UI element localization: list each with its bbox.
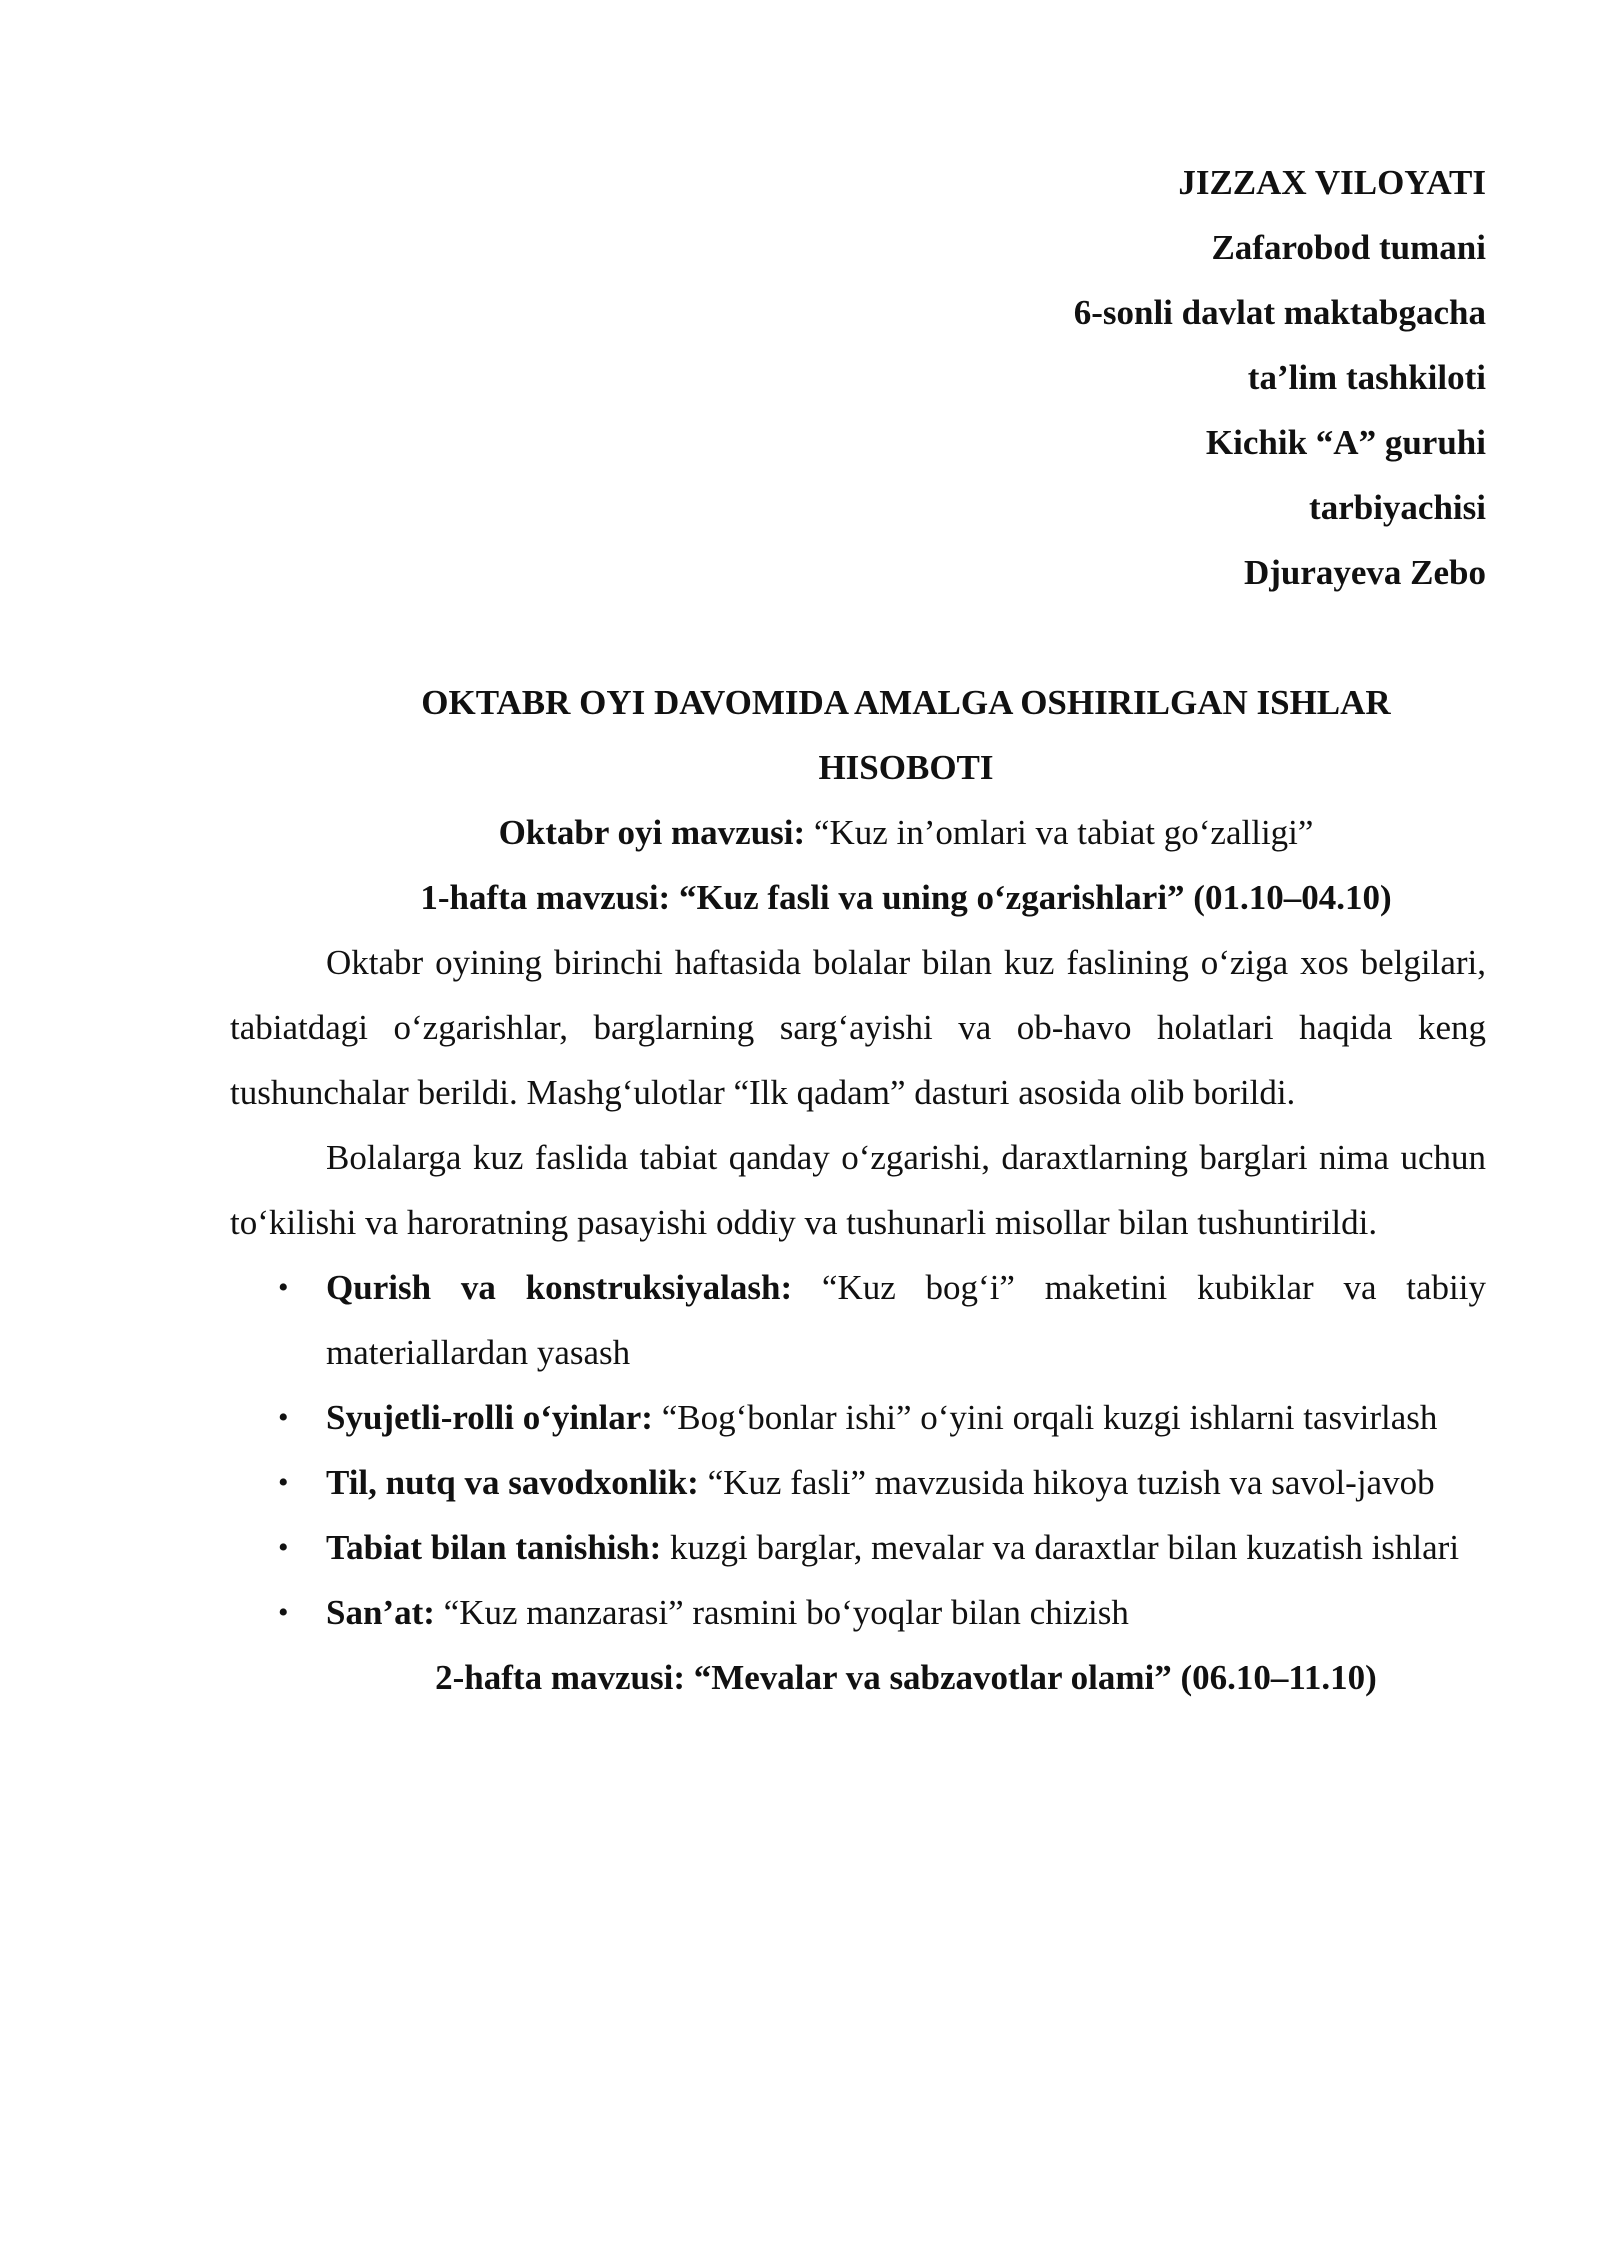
header-position: tarbiyachisi (1309, 488, 1486, 527)
organization-header (230, 150, 1486, 605)
activity-text: “Kuz bog‘i” maketini kubiklar va tabiiy materiallardan yasash (326, 1268, 1486, 1372)
month-theme-value: “Kuz in’omlari va tabiat go‘zalligi” (805, 813, 1314, 852)
activity-language (230, 1450, 1486, 1515)
activity-text: “Bog‘bonlar ishi” o‘yini orqali kuzgi ishlarni tasvirlash (652, 1398, 1438, 1437)
activity-label: Tabiat bilan tanishish: (326, 1528, 662, 1567)
activity-label: Qurish va konstruksiyalash: (326, 1268, 793, 1307)
week-1-paragraph-2: Bolalarga kuz faslida tabiat qanday o‘zgarishi, daraxtlarning barglari nima uchun to‘kilishi va haroratning pasayishi oddiy va tushunarli misollar bilan tushuntirildi. (230, 1138, 1486, 1242)
activity-art (230, 1580, 1486, 1645)
bullet-icon: • (278, 1271, 289, 1304)
activity-role-play (230, 1385, 1486, 1450)
header-author-name: Djurayeva Zebo (1243, 553, 1486, 592)
header-school: 6-sonli davlat maktabgacha (1073, 293, 1486, 332)
activity-text: “Kuz manzarasi” rasmini bo‘yoqlar bilan chizish (434, 1593, 1129, 1632)
bullet-icon: • (278, 1596, 289, 1629)
activity-label: Til, nutq va savodxonlik: (326, 1463, 699, 1502)
report-title-line-1: OKTABR OYI DAVOMIDA AMALGA OSHIRILGAN ISHLAR (421, 683, 1391, 722)
bullet-icon: • (278, 1531, 289, 1564)
report-title-line-2: HISOBOTI (818, 748, 994, 787)
header-group: Kichik “A” guruhi (1205, 423, 1486, 462)
header-organization-type: ta’lim tashkiloti (1247, 358, 1486, 397)
month-theme (326, 800, 1486, 865)
bullet-icon: • (278, 1466, 289, 1499)
activity-text: “Kuz fasli” mavzusida hikoya tuzish va savol-javob (698, 1463, 1435, 1502)
activity-text: kuzgi barglar, mevalar va daraxtlar bilan kuzatish ishlari (661, 1528, 1460, 1567)
month-theme-label: Oktabr oyi mavzusi: (498, 813, 806, 852)
week-2-title: 2-hafta mavzusi: “Mevalar va sabzavotlar olami” (06.10–11.10) (435, 1658, 1377, 1697)
activity-construction (230, 1255, 1486, 1385)
activity-label: San’at: (326, 1593, 435, 1632)
week-1-activity-list (230, 1255, 1486, 1645)
week-1-title: 1-hafta mavzusi: “Kuz fasli va uning o‘zgarishlari” (01.10–04.10) (420, 878, 1392, 917)
activity-label: Syujetli-rolli o‘yinlar: (326, 1398, 653, 1437)
report-title (326, 670, 1486, 800)
header-region: JIZZAX VILOYATI (1178, 163, 1486, 202)
bullet-icon: • (278, 1401, 289, 1434)
header-district: Zafarobod tumani (1211, 228, 1486, 267)
document-page (230, 150, 1486, 1710)
week-1-paragraph-1: Oktabr oyining birinchi haftasida bolalar bilan kuz faslining o‘ziga xos belgilari, tabiatdagi o‘zgarishlar, barglarning sarg‘ayishi va ob-havo holatlari haqida keng tushunchalar berildi. Mashg‘ulotlar “Ilk qadam” dasturi asosida olib borildi. (230, 943, 1486, 1112)
activity-nature (230, 1515, 1486, 1580)
